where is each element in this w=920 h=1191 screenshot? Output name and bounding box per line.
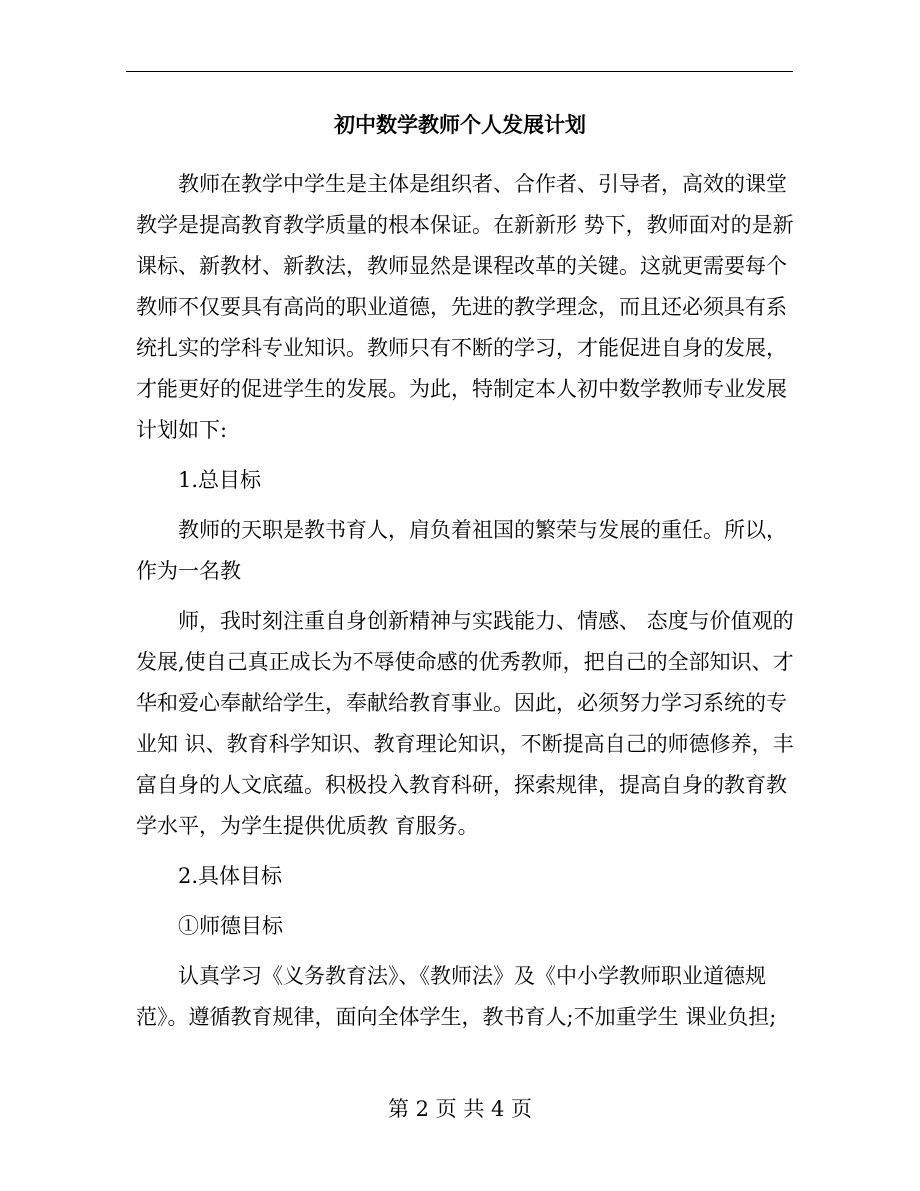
document-body	[136, 164, 796, 1038]
heading-overall-goal: 1.总目标	[178, 468, 262, 492]
heading-ethics-goal: ①师德目标	[178, 914, 283, 938]
header-rule	[126, 71, 793, 72]
paragraph-teacher-duty: 教师的天职是教书育人，肩负着祖国的繁荣与发展的重任。所以，作为一名教	[136, 518, 787, 583]
paragraph-self-development: 师，我时刻注重自身创新精神与实践能力、情感、 态度与价值观的发展,使自己真正成长为不辱使命感的优秀教师，把自己的全部知识、才华和爱心奉献给学生，奉献给教育事业。因此，必须努力学习系统的专业知 识、教育科学知识、教育理论知识，不断提高自己的师德修养，丰富自身的人文底蕴。积极投入教育科研，探索规律，提高自身的教育教学水平，为学生提供优质教 育服务。	[136, 609, 794, 838]
page-number: 第 2 页 共 4 页	[387, 1097, 533, 1121]
document-title: 初中数学教师个人发展计划	[334, 112, 586, 137]
paragraph-ethics-study: 认真学习《义务教育法》、《教师法》及《中小学教师职业道德规范》。遵循教育规律，面向全体学生，教书育人;不加重学生 课业负担;	[136, 964, 777, 1029]
paragraph-intro: 教师在教学中学生是主体是组织者、合作者、引导者，高效的课堂教学是提高教育教学质量的根本保证。在新新形 势下，教师面对的是新课标、新教材、新教法，教师显然是课程改革的关键。这就更需要每个教师不仅要具有高尚的职业道德，先进的教学理念，而且还必须具有系统扎实的学科专业知识。教师只有不断的学习，才能促进自身的发展，才能更好的促进学生的发展。为此，特制定本人初中数学教师专业发展计划如下:	[136, 172, 794, 442]
heading-specific-goals: 2.具体目标	[178, 864, 283, 888]
